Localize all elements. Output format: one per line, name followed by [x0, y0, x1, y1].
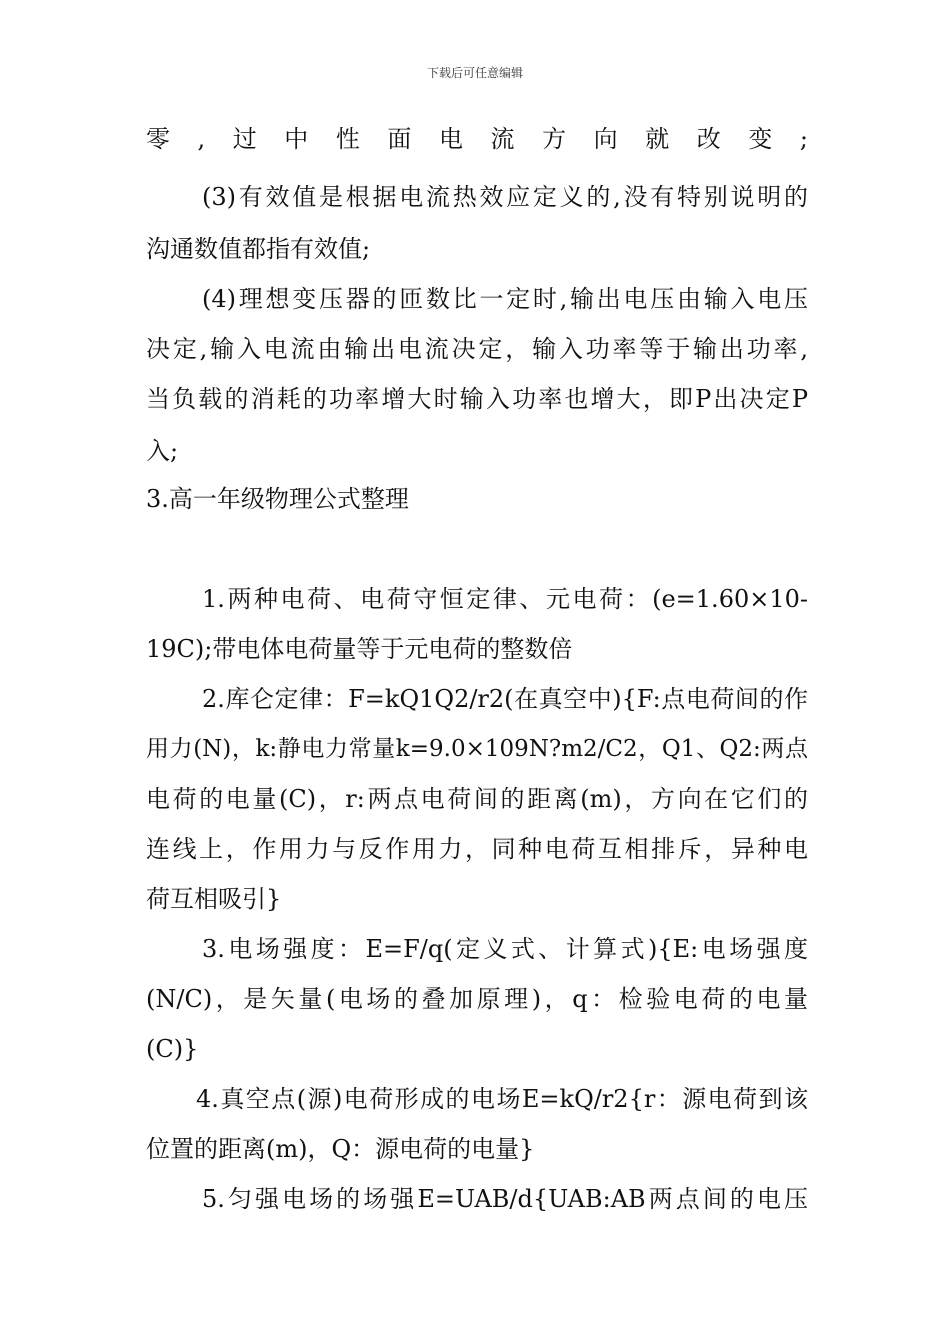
text-line: 19C);带电体电荷量等于元电荷的整数倍 [146, 635, 573, 663]
text-line: (N/C)，是矢量(电场的叠加原理)，q：检验电荷的电量 [146, 985, 808, 1013]
text-line: 荷互相吸引} [146, 885, 282, 913]
formula-item: 4.真空点(源)电荷形成的电场E=kQ/r2{r：源电荷到该 [196, 1085, 808, 1113]
text-line: (4)理想变压器的匝数比一定时,输出电压由输入电压 [202, 285, 808, 313]
text-line: 当负载的消耗的功率增大时输入功率也增大，即P出决定P [146, 385, 808, 413]
page-header: 下载后可任意编辑 [426, 66, 523, 80]
text-line: 位置的距离(m)，Q：源电荷的电量} [146, 1135, 535, 1163]
formula-item: 5.匀强电场的场强E=UAB/d{UAB:AB两点间的电压 [202, 1185, 808, 1213]
text-line: 电荷的电量(C)，r:两点电荷间的距离(m)，方向在它们的 [146, 785, 808, 813]
text-line: 入; [146, 437, 179, 465]
text-line: 沟通数值都指有效值; [146, 235, 371, 263]
text-line: 零,过中性面电流方向就改变; [146, 125, 808, 153]
section-heading: 3.高一年级物理公式整理 [146, 485, 409, 513]
text-line: (3)有效值是根据电流热效应定义的,没有特别说明的 [202, 183, 808, 211]
formula-item: 2.库仑定律：F=kQ1Q2/r2(在真空中){F:点电荷间的作 [202, 685, 808, 713]
text-line: 用力(N)，k:静电力常量k=9.0×109N?m2/C2，Q1、Q2:两点 [146, 736, 808, 762]
text-line: (C)} [146, 1035, 199, 1063]
text-line: 连线上，作用力与反作用力，同种电荷互相排斥，异种电 [146, 835, 808, 863]
formula-item: 1.两种电荷、电荷守恒定律、元电荷：(e=1.60×10- [202, 585, 808, 613]
text-line: 决定,输入电流由输出电流决定，输入功率等于输出功率, [146, 335, 808, 363]
formula-item: 3.电场强度：E=F/q(定义式、计算式){E:电场强度 [202, 935, 808, 963]
